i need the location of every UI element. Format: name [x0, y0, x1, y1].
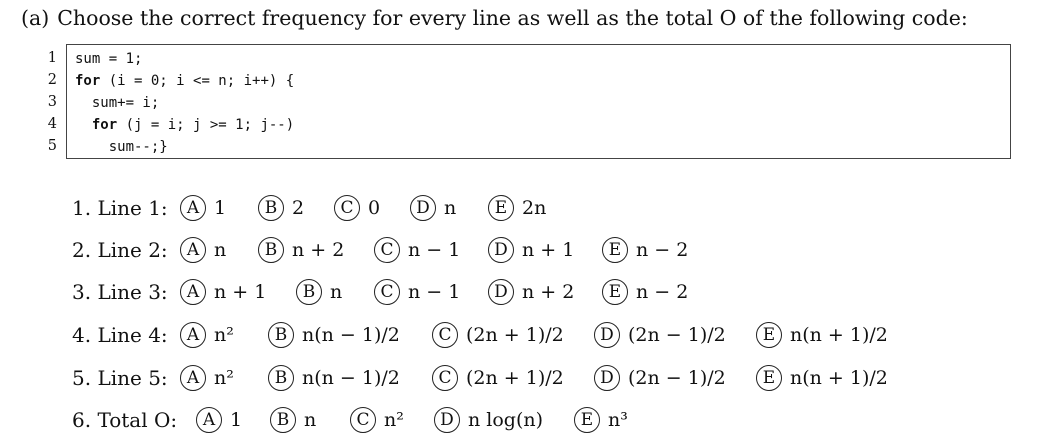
option-value: n²: [214, 367, 234, 389]
option-letter-circle: B: [258, 237, 284, 263]
option-letter-circle: D: [434, 407, 460, 433]
item-label: 3. Line 3:: [72, 280, 168, 304]
line-number: 3: [47, 94, 57, 110]
code-line-1: [75, 48, 294, 70]
option-value: n(n + 1)/2: [790, 324, 888, 346]
option-letter-circle: D: [488, 279, 514, 305]
option-letter-circle: A: [180, 195, 206, 221]
code-line-4: [75, 114, 294, 136]
answer-option-d[interactable]: [434, 404, 543, 436]
option-letter-circle: C: [432, 365, 458, 391]
answer-option-b[interactable]: [268, 362, 400, 394]
answer-option-d[interactable]: [594, 362, 726, 394]
option-value: n(n − 1)/2: [302, 324, 400, 346]
answer-option-e[interactable]: [756, 319, 888, 351]
answer-option-d[interactable]: [488, 276, 574, 308]
option-value: n: [304, 409, 317, 431]
option-letter-circle: D: [410, 195, 436, 221]
option-letter-circle: B: [270, 407, 296, 433]
option-value: n − 2: [636, 239, 689, 261]
line-number: 5: [47, 138, 57, 154]
answer-option-a[interactable]: [180, 276, 266, 308]
option-value: n + 1: [522, 239, 575, 261]
option-letter-circle: C: [334, 195, 360, 221]
code-text: sum = 1;: [75, 51, 143, 67]
option-value: n + 1: [214, 281, 267, 303]
code-text: (j = i; j >= 1; j--): [117, 117, 295, 133]
code-text: sum+= i;: [75, 95, 160, 111]
option-value: n³: [608, 409, 628, 431]
answer-option-c[interactable]: [374, 276, 460, 308]
option-value: n(n − 1)/2: [302, 367, 400, 389]
code-keyword: for: [91, 117, 118, 133]
code-block: [66, 44, 1011, 159]
option-letter-circle: B: [258, 195, 284, 221]
answer-option-a[interactable]: [180, 192, 226, 224]
option-letter-circle: B: [296, 279, 322, 305]
answer-option-c[interactable]: [374, 234, 460, 266]
option-value: 1: [230, 409, 243, 431]
item-label: 1. Line 1:: [72, 196, 168, 220]
answer-option-b[interactable]: [258, 234, 344, 266]
answer-option-b[interactable]: [258, 192, 304, 224]
code-line-numbers: [35, 47, 57, 157]
option-value: n + 2: [292, 239, 345, 261]
option-value: (2n + 1)/2: [466, 324, 564, 346]
answer-option-e[interactable]: [488, 192, 546, 224]
item-label: 4. Line 4:: [72, 323, 168, 347]
answer-option-e[interactable]: [602, 234, 688, 266]
code-line-2: [75, 70, 294, 92]
option-value: 2: [292, 197, 305, 219]
option-letter-circle: E: [488, 195, 514, 221]
option-letter-circle: A: [180, 237, 206, 263]
answer-option-c[interactable]: [432, 319, 564, 351]
answer-option-a[interactable]: [196, 404, 242, 436]
option-value: n²: [384, 409, 404, 431]
option-letter-circle: C: [350, 407, 376, 433]
question-label: (a): [21, 6, 50, 30]
option-letter-circle: E: [574, 407, 600, 433]
answer-option-b[interactable]: [270, 404, 316, 436]
option-letter-circle: E: [602, 279, 628, 305]
option-value: n: [444, 197, 457, 219]
code-text: (i = 0; i <= n; i++) {: [100, 73, 295, 89]
answer-option-e[interactable]: [602, 276, 688, 308]
option-value: 1: [214, 197, 227, 219]
option-value: (2n + 1)/2: [466, 367, 564, 389]
answer-option-c[interactable]: [334, 192, 380, 224]
option-value: n − 1: [408, 281, 461, 303]
option-letter-circle: A: [180, 322, 206, 348]
answer-option-b[interactable]: [268, 319, 400, 351]
code-keyword: for: [75, 73, 101, 89]
option-value: (2n − 1)/2: [628, 324, 726, 346]
question-prompt: [21, 6, 968, 30]
code-text: sum--;}: [75, 139, 168, 155]
option-letter-circle: A: [180, 279, 206, 305]
item-label: 2. Line 2:: [72, 238, 168, 262]
option-value: n(n + 1)/2: [790, 367, 888, 389]
answer-option-d[interactable]: [488, 234, 574, 266]
answer-option-e[interactable]: [574, 404, 628, 436]
option-value: n + 2: [522, 281, 575, 303]
answer-option-b[interactable]: [296, 276, 342, 308]
answer-option-a[interactable]: [180, 362, 234, 394]
answer-option-a[interactable]: [180, 319, 234, 351]
option-letter-circle: C: [374, 279, 400, 305]
option-letter-circle: E: [756, 322, 782, 348]
option-letter-circle: E: [602, 237, 628, 263]
line-number: 1: [47, 50, 57, 66]
option-value: n log(n): [468, 409, 544, 431]
code-line-3: [75, 92, 294, 114]
option-letter-circle: D: [488, 237, 514, 263]
option-letter-circle: A: [196, 407, 222, 433]
option-value: 0: [368, 197, 381, 219]
answer-option-d[interactable]: [410, 192, 456, 224]
option-letter-circle: E: [756, 365, 782, 391]
code-listing: [75, 48, 294, 158]
option-value: (2n − 1)/2: [628, 367, 726, 389]
answer-option-c[interactable]: [432, 362, 564, 394]
code-line-5: [75, 136, 294, 158]
answer-option-e[interactable]: [756, 362, 888, 394]
option-letter-circle: C: [432, 322, 458, 348]
option-letter-circle: A: [180, 365, 206, 391]
answer-option-c[interactable]: [350, 404, 404, 436]
option-value: n: [214, 239, 227, 261]
option-letter-circle: B: [268, 322, 294, 348]
line-number: 4: [47, 116, 57, 132]
option-value: n²: [214, 324, 234, 346]
option-letter-circle: B: [268, 365, 294, 391]
option-letter-circle: D: [594, 365, 620, 391]
option-value: n: [330, 281, 343, 303]
answer-option-d[interactable]: [594, 319, 726, 351]
item-label: 5. Line 5:: [72, 366, 168, 390]
option-value: 2n: [522, 197, 547, 219]
item-label: 6. Total O:: [72, 408, 178, 432]
option-letter-circle: D: [594, 322, 620, 348]
line-number: 2: [47, 72, 57, 88]
option-value: n − 1: [408, 239, 461, 261]
question-text: Choose the correct frequency for every line as well as the total O of the following code:: [57, 6, 968, 30]
option-value: n − 2: [636, 281, 689, 303]
answer-option-a[interactable]: [180, 234, 226, 266]
option-letter-circle: C: [374, 237, 400, 263]
